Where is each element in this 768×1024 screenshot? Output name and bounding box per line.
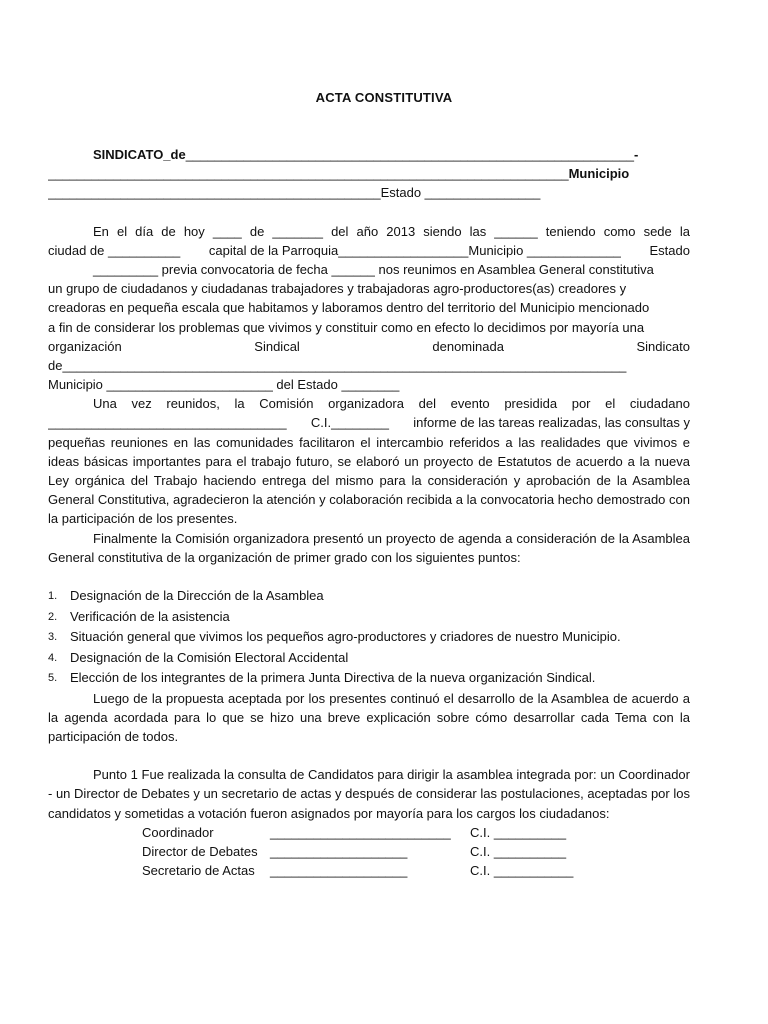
p2-line-1-word: vez	[131, 396, 152, 412]
p1-line-7	[48, 337, 690, 356]
officers-list	[142, 823, 690, 881]
agenda-item	[48, 648, 690, 669]
p4-body	[48, 689, 690, 747]
p1-line-6: a fin de considerar los problemas que vivimos y constituir como en efecto lo decidimos por mayoría una	[48, 319, 645, 335]
agenda-item	[48, 586, 690, 607]
p1-line-1-word: como	[603, 223, 636, 239]
agenda-item	[48, 607, 690, 628]
officer-role: Secretario de Actas	[142, 863, 255, 879]
p1-line-1-word: la	[679, 223, 690, 239]
p1-line-1	[48, 222, 690, 241]
agenda-item-number: 5.	[48, 672, 58, 685]
officer-row	[142, 861, 690, 880]
officer-name-blank: ___________________	[270, 863, 408, 879]
sindicato-label: SINDICATO_de	[93, 147, 186, 162]
p1-line-2	[48, 241, 690, 260]
header-line-sindicato	[48, 145, 690, 164]
agenda-item-text: Elección de los integrantes de la primera Junta Directiva de la nueva organización Sindical.	[70, 670, 596, 686]
p1-line-2-word: Estado	[649, 242, 690, 258]
p1-line-5: creadoras en pequeña escala que habitamos y laboramos dentro del territorio del Municipio mencionado	[48, 300, 650, 316]
municipio-label: Municipio	[568, 166, 630, 182]
p2-line-1-word: Comisión	[259, 396, 314, 412]
p1-line-7-word: organización	[48, 338, 122, 354]
officer-role: Coordinador	[142, 824, 214, 840]
p1-line-1-word: _______	[272, 223, 323, 239]
document-title: ACTA CONSTITUTIVA	[315, 90, 453, 105]
officer-name-blank: ___________________	[270, 843, 408, 859]
p1-line-1-word: las	[469, 223, 487, 239]
p2-line-2	[48, 413, 690, 432]
p4-text: Luego de la propuesta aceptada por los presentes continuó el desarrollo de la Asamblea de acuerdo a la agenda acordada para lo que se hizo una breve explicación sobre cómo desarrollar cada Tema con la participación de todos.	[48, 690, 690, 744]
p2-line-1-word: ciudadano	[629, 396, 690, 412]
p1-line-8: de______________________________________________________________________________	[48, 357, 627, 373]
p2-line-1-word: del	[418, 396, 436, 412]
officer-ci: C.I. __________	[470, 824, 567, 840]
sindicato-dash: -	[633, 147, 639, 162]
p5-body	[48, 765, 690, 823]
p1-line-1-word: En	[93, 223, 109, 239]
agenda-item-text: Designación de la Dirección de la Asamblea	[70, 588, 324, 604]
estado-label: Estado ________________	[380, 185, 541, 201]
officer-ci: C.I. ___________	[470, 863, 574, 879]
p1-line-1-word: sede	[643, 223, 672, 239]
p2-line-1-word: presidida	[504, 396, 558, 412]
p1-line-3: _________ previa convocatoria de fecha ______ nos reunimos en Asamblea General constitutiva	[93, 261, 654, 277]
agenda-item-number: 4.	[48, 651, 58, 664]
agenda-item-text: Designación de la Comisión Electoral Accidental	[70, 649, 349, 665]
agenda-item	[48, 668, 690, 689]
agenda-item	[48, 627, 690, 648]
officer-ci: C.I. __________	[470, 843, 567, 859]
p1-line-2-word: capital de la Parroquia__________________Municipio _____________	[208, 242, 621, 258]
p1-line-1-word: siendo	[423, 223, 462, 239]
officer-role: Director de Debates	[142, 843, 258, 859]
header-line-estado	[48, 183, 690, 202]
p2-line-1-word: la	[234, 396, 245, 412]
p2-line-1-word: evento	[450, 396, 490, 412]
p1-line-7-word: Sindical	[254, 338, 300, 354]
p2-line-1-word: reunidos,	[166, 396, 220, 412]
estado-blank: ______________________________________________	[48, 185, 381, 201]
officer-row	[142, 842, 690, 861]
agenda-item-text: Situación general que vivimos los pequeños agro-productores y criadores de nuestro Municipio.	[70, 629, 621, 645]
p2-line-2-word: informe de las tareas realizadas, las consultas y	[413, 415, 690, 431]
p2-body	[48, 433, 690, 529]
p1-line-1-word: de	[161, 223, 176, 239]
p1-line-1-word: del	[331, 223, 349, 239]
agenda-list	[48, 586, 690, 689]
p1-line-1-word: de	[249, 223, 265, 239]
p2-line-2-word: C.I.________	[310, 415, 389, 431]
agenda-item-number: 3.	[48, 631, 58, 644]
agenda-item-number: 2.	[48, 610, 58, 623]
p2-line-1-word: organizadora	[328, 396, 404, 412]
sindicato-blank: ______________________________________________________________	[185, 147, 634, 162]
header-line-municipio	[48, 164, 690, 183]
p3-body	[48, 529, 690, 567]
municipio-blank: ________________________________________________________________________	[48, 166, 569, 182]
agenda-item-number: 1.	[48, 590, 58, 603]
p1-line-1-word: el	[116, 223, 128, 239]
p1-line-1-word: ____	[212, 223, 242, 239]
p1-line-9: Municipio _______________________ del Estado ________	[48, 377, 400, 393]
p1-line-4: un grupo de ciudadanos y ciudadanas trabajadores y trabajadoras agro-productores(as) creadores y	[48, 281, 627, 297]
p2-line-2-word: _________________________________	[48, 415, 287, 431]
p3-text: Finalmente la Comisión organizadora presentó un proyecto de agenda a consideración de la Asamblea General constitutiva de la organización de primer grado con los siguientes puntos:	[48, 530, 690, 565]
p1-line-1-word: 2013	[386, 223, 416, 239]
p2-line-1-word: el	[605, 396, 616, 412]
p1-line-1-word: ______	[494, 223, 538, 239]
p1-line-1-word: hoy	[183, 223, 205, 239]
document-body	[48, 145, 690, 880]
officer-name-blank: _________________________	[270, 824, 451, 840]
p2-line-1-word: Una	[93, 396, 117, 412]
p1-line-1-word: año	[356, 223, 379, 239]
p1-line-7-word: denominada	[432, 338, 504, 354]
p5-text: Punto 1 Fue realizada la consulta de Candidatos para dirigir la asamblea integrada por: un Coordinador - un Director de Debates y un secretario de actas y después de considerar las postulaciones, aceptadas por los candidatos y sometidas a votación fueron asignados por mayoría para los cargos los ciudadanos:	[48, 767, 690, 821]
p1-line-1-word: día	[135, 223, 154, 239]
p1-line-2-word: ciudad de __________	[48, 242, 181, 258]
p2-line-1	[48, 394, 690, 413]
agenda-item-text: Verificación de la asistencia	[70, 608, 230, 624]
p1-line-1-word: teniendo	[545, 223, 596, 239]
officer-row	[142, 823, 690, 842]
p2-rest: pequeñas reuniones en las comunidades facilitaron el intercambio referidos a las realidades que vivimos e ideas básicas importantes para el trabajo futuro, se elaboró un proyecto de Estatutos de acuerdo a la nueva Ley orgánica del Trabajo haciendo entrega del mismo para la consideración y aprobación de la Asamblea General Constitutiva, agradecieron la atención y colaboración recibida a la convocatoria hecho demostrado con la participación de los presentes.	[48, 434, 690, 527]
p2-line-1-word: por	[571, 396, 591, 412]
p1-line-7-word: Sindicato	[636, 338, 690, 354]
